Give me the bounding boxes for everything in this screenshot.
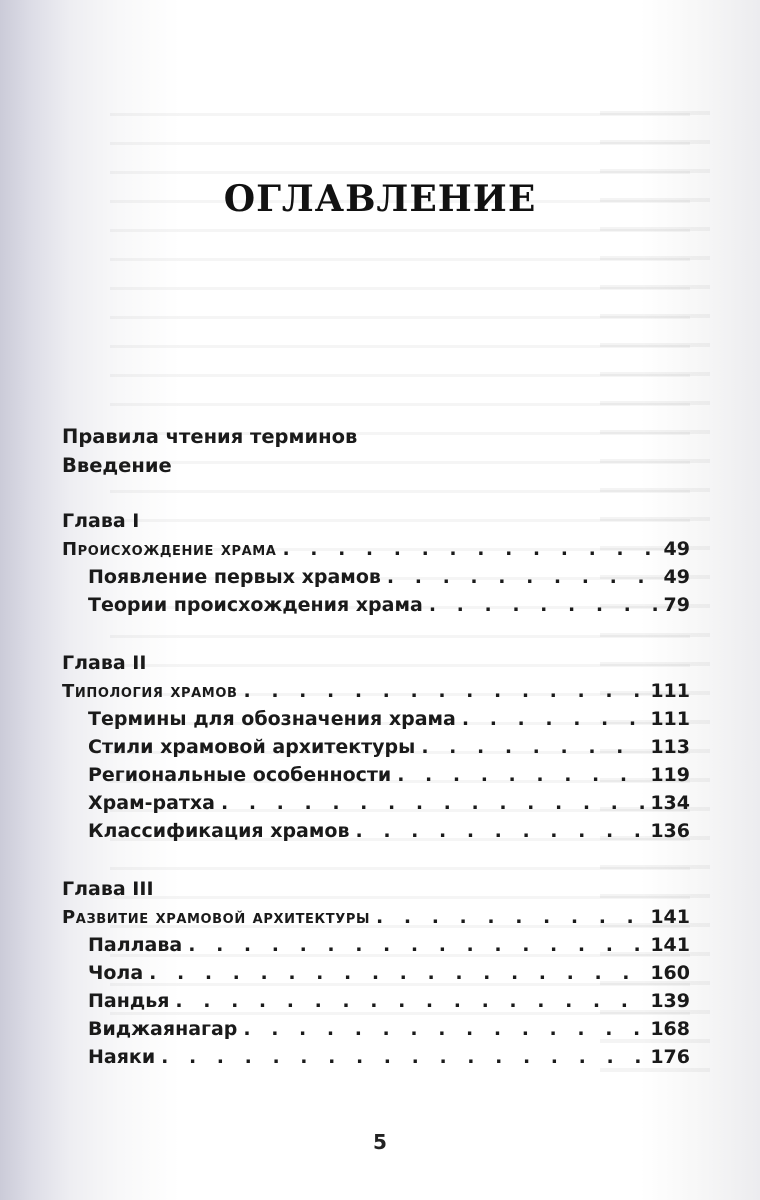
toc-entry [88,962,690,992]
page-title: ОГЛАВЛЕНИЕ [223,178,537,220]
chapter-title: Развитие храмовой архитектуры [62,907,371,928]
page-ref: 49 [663,538,690,560]
dot-leader [149,962,644,984]
dot-leader [355,820,644,842]
dot-leader [244,680,645,702]
toc-entry [88,990,690,1020]
page-ref: 119 [650,764,690,786]
chapter-title: Происхождение храма [62,539,277,560]
page-ref: 79 [663,594,690,616]
section-title: Региональные особенности [88,764,392,786]
chapter-heading-row [62,906,690,936]
toc-entry [88,1046,690,1076]
dot-leader [161,1046,644,1068]
page-ref: 141 [650,934,690,956]
page-ref: 49 [663,566,690,588]
dot-leader [188,934,644,956]
dot-leader [421,736,644,758]
chapter-heading-row [62,680,690,710]
section-title: Стили храмовой архитектуры [88,736,416,758]
chapter-label: Глава III [62,878,154,900]
dot-leader [376,906,644,928]
page-ref: 134 [650,792,690,814]
section-title: Виджаянагар [88,1018,238,1040]
dot-leader [175,990,644,1012]
section-title: Паллава [88,934,183,956]
dot-leader [462,708,644,730]
section-title: Появление первых храмов [88,566,381,588]
dot-leader [243,1018,644,1040]
page-number: 5 [373,1130,387,1154]
toc-entry [88,708,690,738]
toc-entry [88,792,690,822]
page-ref: 168 [650,1018,690,1040]
dot-leader [282,538,657,560]
section-title: Теории происхождения храма [88,594,423,616]
section-title: Классификация храмов [88,820,350,842]
section-title: Пандья [88,990,170,1012]
page-ref: 141 [650,906,690,928]
section-title: Храм-ратха [88,792,215,814]
page-ref: 111 [650,680,690,702]
chapter-label: Глава I [62,510,140,532]
dot-leader [221,792,644,814]
section-title: Чола [88,962,144,984]
page-ref: 113 [650,736,690,758]
front-matter-item: Введение [62,454,172,477]
toc-entry [88,736,690,766]
page-ref: 111 [650,708,690,730]
toc-entry [88,820,690,850]
chapter-heading-row [62,538,690,568]
toc-entry [88,764,690,794]
toc-entry [88,1018,690,1048]
dot-leader [387,566,658,588]
page-ref: 160 [650,962,690,984]
front-matter-item: Правила чтения терминов [62,425,358,448]
toc-entry [88,594,690,624]
dot-leader [397,764,644,786]
chapter-title: Типология храмов [62,681,238,702]
chapter-label: Глава II [62,652,147,674]
page-ref: 176 [650,1046,690,1068]
toc-entry [88,934,690,964]
toc-entry [88,566,690,596]
page-ref: 136 [650,820,690,842]
section-title: Наяки [88,1046,156,1068]
section-title: Термины для обозначения храма [88,708,456,730]
page-ref: 139 [650,990,690,1012]
dot-leader [429,594,658,616]
